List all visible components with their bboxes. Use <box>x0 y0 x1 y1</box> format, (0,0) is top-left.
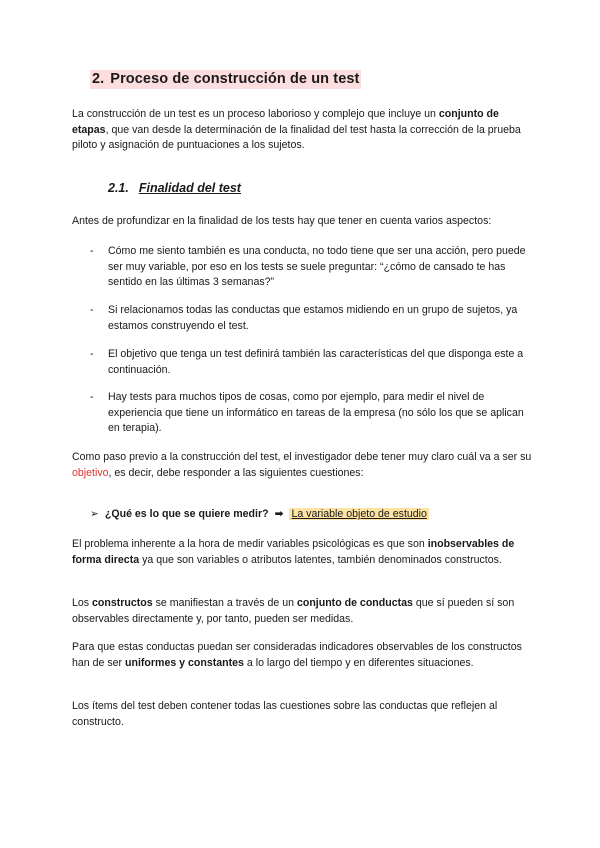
list-item <box>90 303 530 334</box>
problem-text-1: El problema inherente a la hora de medir variables psicológicas es que son <box>72 538 428 550</box>
constructs-text-3: que sí pueden sí son observables directamente y, por tanto, pueden ser medidas. <box>72 597 515 625</box>
question-line <box>90 507 429 522</box>
list-item-text: El objetivo que tenga un test definirá también las características del que disponga este a continuación. <box>108 348 524 376</box>
problem-bold: inobservables de forma directa <box>72 538 515 566</box>
bullet-dash: - <box>90 304 94 316</box>
objective-highlight: objetivo <box>72 466 109 479</box>
conducts-text-2: a lo largo del tiempo y en diferentes situaciones. <box>243 656 474 669</box>
conducts-paragraph <box>72 640 534 671</box>
subsection-title: Finalidad del test <box>138 181 241 195</box>
problem-text-2: ya que son variables o atributos latentes, también denominados constructos. <box>139 553 502 566</box>
intro-text-2: , que van desde la determinación de la finalidad del test hasta la corrección de la prueba piloto y asignación de puntuaciones a los sujetos. <box>72 123 521 151</box>
subsection-heading <box>108 181 241 195</box>
subsection-number: 2.1. <box>108 181 129 195</box>
list-item <box>90 390 530 437</box>
list-item-text: Si relacionamos todas las conductas que estamos midiendo en un grupo de sujetos, ya estamos construyendo el test. <box>108 304 518 332</box>
right-arrow-icon: ➡ <box>274 508 284 520</box>
bullet-dash: - <box>90 348 94 360</box>
aspects-intro: Antes de profundizar en la finalidad de los tests hay que tener en cuenta varios aspectos: <box>72 215 492 227</box>
section-heading <box>90 70 361 89</box>
list-item <box>90 244 530 291</box>
objective-text-1: Como paso previo a la construcción del test, el investigador debe tener muy claro cuál va a ser su <box>72 451 532 463</box>
bullet-dash: - <box>90 391 94 403</box>
conducts-text-1: Para que estas conductas puedan ser consideradas indicadores observables de los constructos han de ser <box>72 641 522 669</box>
constructs-paragraph <box>72 596 534 627</box>
constructs-text-2: se manifiestan a través de un <box>152 597 297 609</box>
intro-text-1: La construcción de un test es un proceso laborioso y complejo que incluye un <box>72 108 439 120</box>
constructs-bold-1: constructos <box>92 597 153 609</box>
intro-paragraph <box>72 107 534 154</box>
question-answer: La variable objeto de estudio <box>291 508 427 520</box>
objective-text-2: , es decir, debe responder a las siguientes cuestiones: <box>108 466 364 479</box>
section-title: Proceso de construcción de un test <box>110 71 360 87</box>
objective-paragraph <box>72 450 534 481</box>
intro-bold: conjunto de etapas <box>72 108 499 136</box>
arrowhead-icon: ➢ <box>90 508 99 520</box>
constructs-bold-2: conjunto de conductas <box>296 597 413 609</box>
items-paragraph: Los ítems del test deben contener todas las cuestiones sobre las conductas que reflejen al constructo. <box>72 700 498 728</box>
bullet-dash: - <box>90 245 94 257</box>
question-text: ¿Qué es lo que se quiere medir? <box>104 508 269 520</box>
list-item <box>90 347 530 378</box>
section-number: 2. <box>92 71 105 87</box>
list-item-text: Cómo me siento también es una conducta, no todo tiene que ser una acción, pero puede ser muy variable, por eso en los tests se suele preguntar: “¿cómo de cansado te has sentido en las últimas 3 semanas?” <box>108 245 526 288</box>
constructs-text-1: Los <box>72 597 93 609</box>
list-item-text: Hay tests para muchos tipos de cosas, como por ejemplo, para medir el nivel de experiencia que tiene un informático en tareas de la empresa (no sólo los que se aplican en terapia). <box>108 391 524 434</box>
conducts-bold: uniformes y constantes <box>125 656 244 669</box>
problem-paragraph <box>72 537 534 568</box>
